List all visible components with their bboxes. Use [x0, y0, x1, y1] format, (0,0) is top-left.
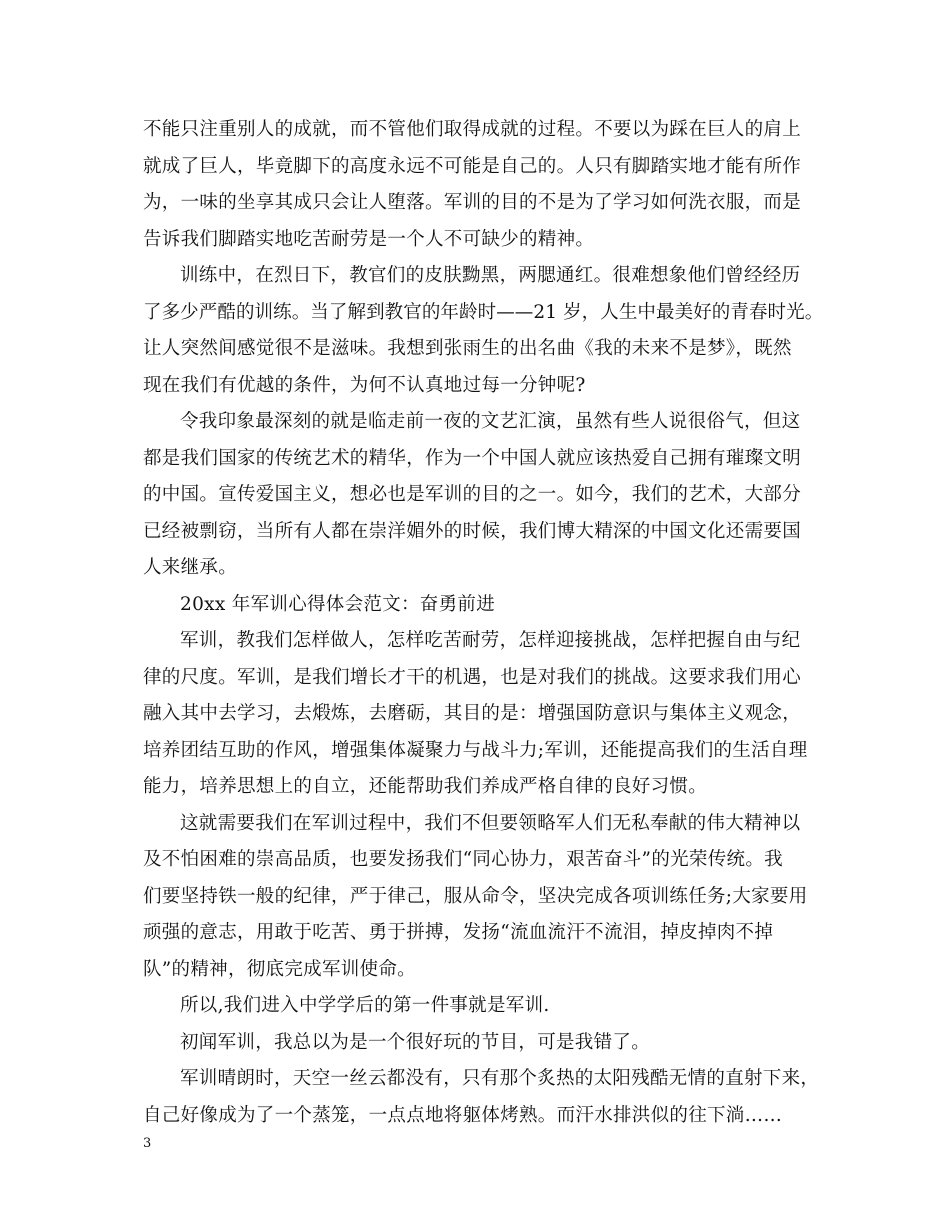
text-line: 告诉我们脚踏实地吃苦耐劳是一个人不可缺少的精神。	[143, 228, 595, 250]
text-line: 的中国。宣传爱国主义，想必也是军训的目的之一。如今，我们的艺术，大部分	[143, 484, 802, 505]
text-line: 队”的精神，彻底完成军训使命。	[143, 958, 416, 980]
text-line: 这就需要我们在军训过程中，我们不但要领略军人们无私奉献的伟大精神以	[180, 812, 801, 834]
text-line: 律的尺度。军训，是我们增长才干的机遇，也是对我们的挑战。这要求我们用心	[143, 666, 802, 688]
text-line: 初闻军训，我总以为是一个很好玩的节目，可是我错了。	[180, 1031, 651, 1053]
text-line: 自己好像成为了一个蒸笼，一点点地将躯体烤熟。而汗水排洪似的往下淌……	[143, 1104, 783, 1126]
text-line: 军训，教我们怎样做人，怎样吃苦耐劳，怎样迎接挑战，怎样把握自由与纪	[180, 630, 801, 651]
document-body	[143, 112, 823, 1134]
text-line: 军训晴朗时，天空一丝云都没有，只有那个炙热的太阳残酷无情的直射下来，	[180, 1068, 820, 1089]
text-line: 人来继承。	[143, 557, 238, 578]
text-line: 们要坚持铁一般的纪律，严于律己，服从命令，坚决完成各项训练任务;大家要用	[143, 885, 808, 907]
text-line: 了多少严酷的训练。当了解到教官的年龄时——21 岁，人生中最美好的青春时光。	[143, 301, 824, 323]
text-line: 所以,我们进入中学学后的第一件事就是军训.	[180, 995, 550, 1016]
text-line: 融入其中去学习，去煅炼，去磨砺，其目的是：增强国防意识与集体主义观念，	[143, 703, 802, 724]
text-line: 现在我们有优越的条件，为何不认真地过每一分钟呢?	[143, 374, 586, 396]
text-line: 训练中，在烈日下，教官们的皮肤黝黑，两腮通红。很难想象他们曾经经历	[180, 265, 801, 286]
text-line: 都是我们国家的传统艺术的精华，作为一个中国人就应该热爱自己拥有璀璨文明	[143, 447, 802, 469]
text-line: 令我印象最深刻的就是临走前一夜的文艺汇演，虽然有些人说很俗气，但这	[180, 411, 801, 432]
text-line: 让人突然间感觉很不是滋味。我想到张雨生的出名曲《我的未来不是梦》，既然	[143, 338, 792, 359]
text-line: 为，一味的坐享其成只会让人堕落。军训的目的不是为了学习如何洗衣服，而是	[143, 192, 802, 213]
text-line: 能力，培养思想上的自立，还能帮助我们养成严格自律的良好习惯。	[143, 776, 708, 797]
text-line: 顽强的意志，用敢于吃苦、勇于拼搏，发扬“流血流汗不流泪，掉皮掉肉不掉	[143, 922, 774, 943]
page-number: 3	[143, 1136, 152, 1151]
text-line: 不能只注重别人的成就，而不管他们取得成就的过程。不要以为踩在巨人的肩上	[143, 119, 802, 140]
text-line: 就成了巨人，毕竟脚下的高度永远不可能是自己的。人只有脚踏实地才能有所作	[143, 155, 802, 177]
text-line: 培养团结互助的作风，增强集体凝聚力与战斗力;军训，还能提高我们的生活自理	[143, 739, 808, 761]
text-line: 已经被剽窃，当所有人都在崇洋媚外的时候，我们博大精深的中国文化还需要国	[143, 520, 802, 542]
text-line: 及不怕困难的崇高品质，也要发扬我们“同心协力，艰苦奋斗”的光荣传统。我	[143, 849, 783, 870]
text-line: 20xx 年军训心得体会范文：奋勇前进	[180, 593, 495, 615]
